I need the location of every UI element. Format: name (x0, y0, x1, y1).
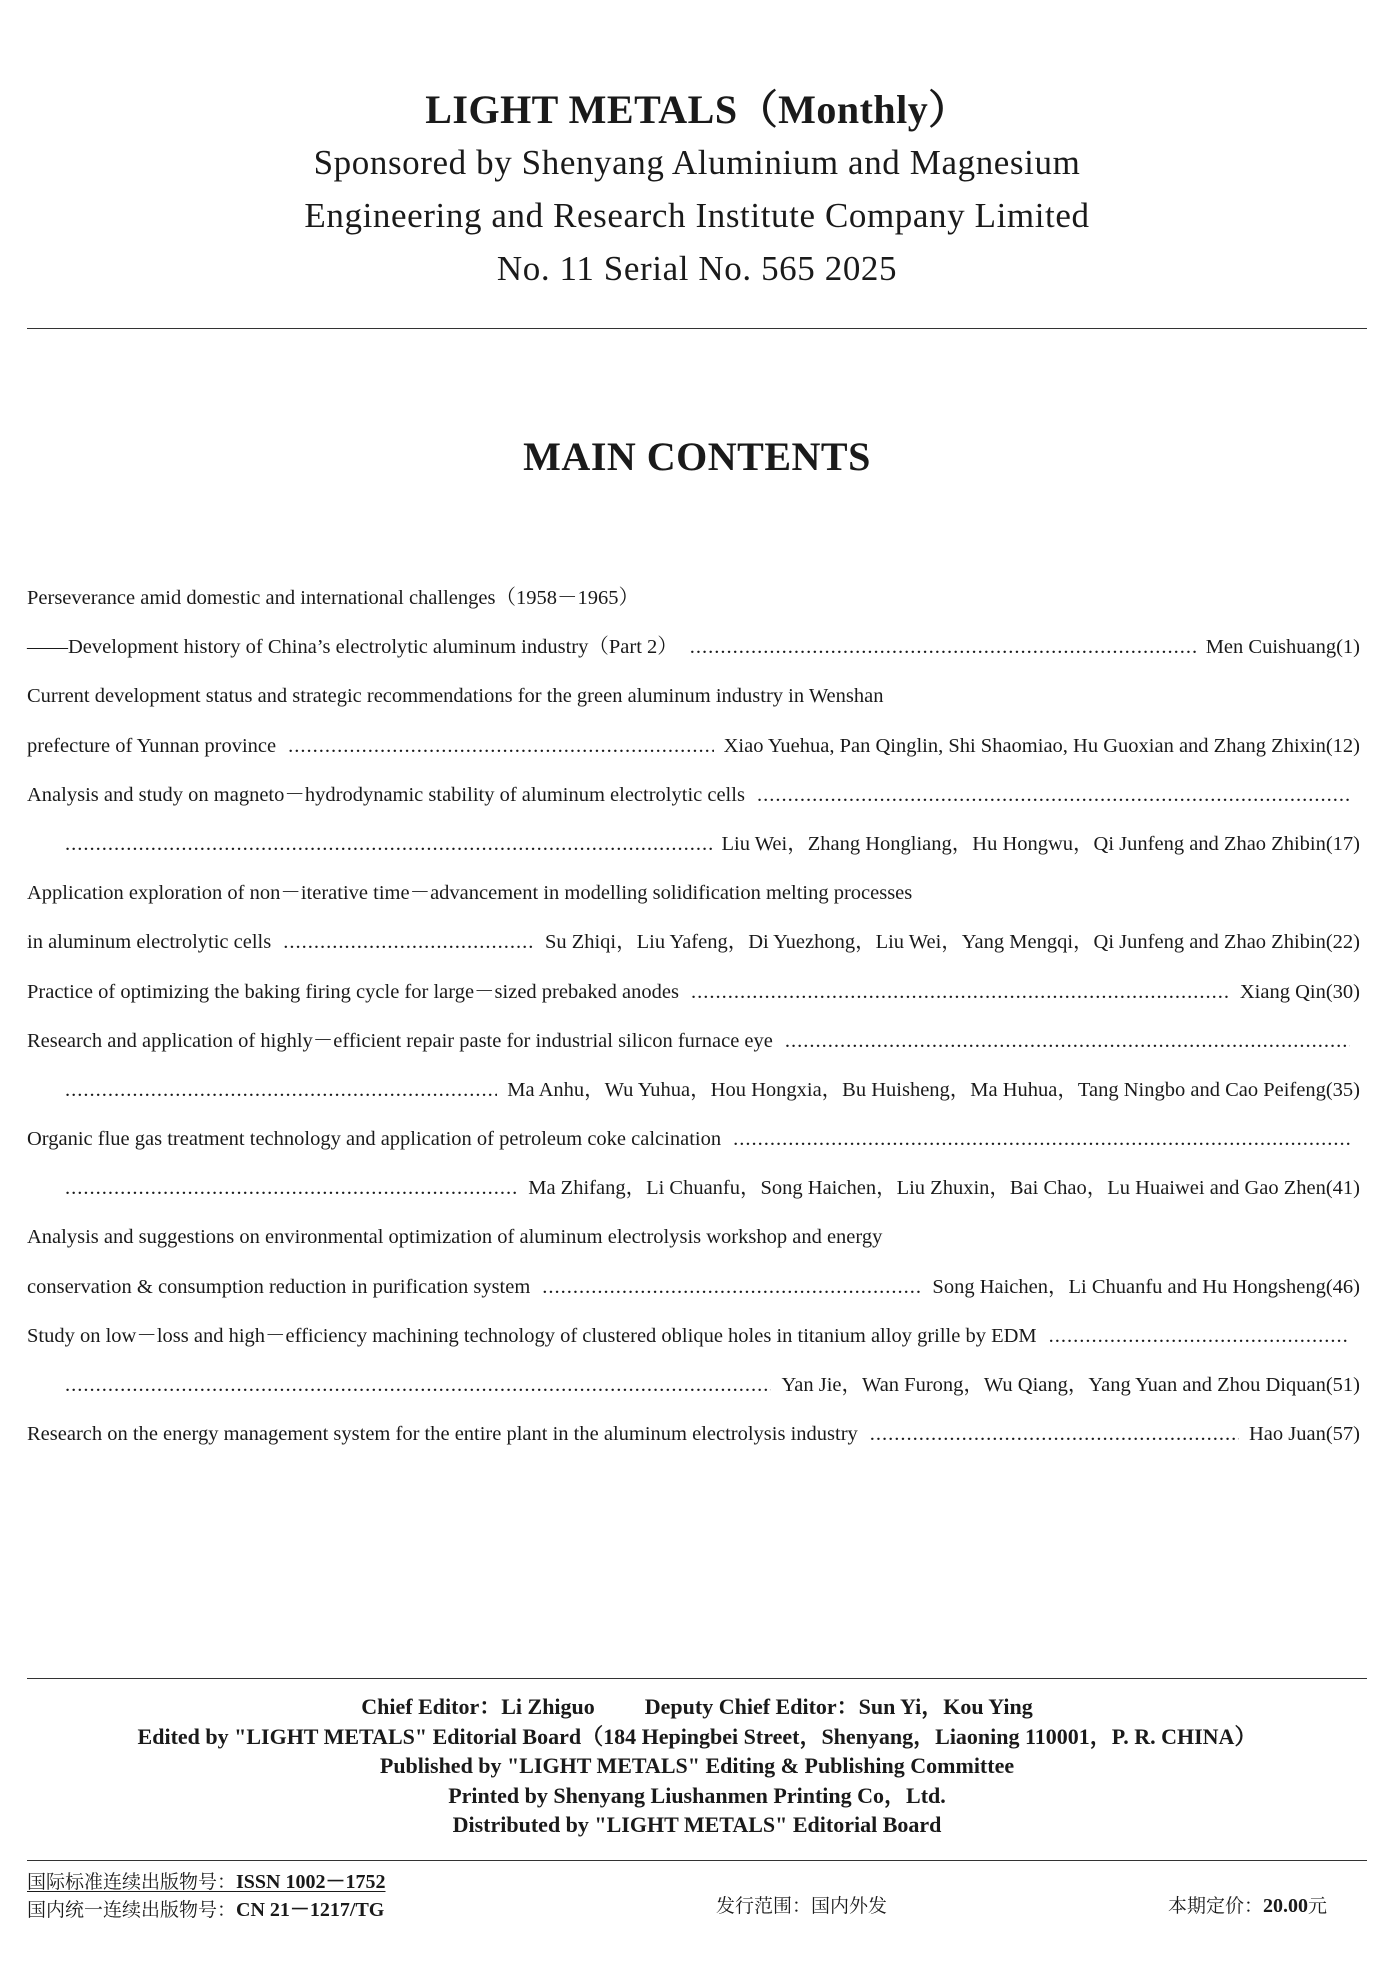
toc-title: Analysis and study on magneto－hydrodynamic stability of aluminum electrolytic cells (27, 783, 745, 806)
editor-line (0, 1692, 1394, 1722)
price-unit: 元 (1308, 1895, 1328, 1917)
issn-value: ISSN 1002－1752 (236, 1871, 386, 1893)
leader-dots (757, 775, 1350, 815)
table-of-contents (27, 578, 1360, 1463)
price-value: 20.00 (1263, 1895, 1309, 1917)
toc-authors: Hao Juan(57) (1248, 1423, 1360, 1446)
toc-authors: Liu Wei，Zhang Hongliang，Hu Hongwu，Qi Junfeng and Zhao Zhibin(17) (721, 832, 1360, 855)
leader-dots (542, 1267, 922, 1307)
toc-line (27, 1070, 1360, 1119)
header-divider (27, 328, 1367, 329)
toc-line (27, 1267, 1360, 1316)
toc-line (27, 922, 1360, 971)
leader-dots (65, 1070, 497, 1110)
price-label: 本期定价： (1168, 1895, 1264, 1917)
toc-title: in aluminum electrolytic cells (27, 931, 272, 954)
toc-title: ——Development history of China’s electrolytic aluminum industry（Part 2） (27, 636, 678, 659)
toc-line (27, 1365, 1360, 1414)
issue-info: No. 11 Serial No. 565 2025 (496, 249, 898, 288)
toc-title: Perseverance amid domestic and international challenges（1958－1965） (27, 587, 639, 609)
toc-authors: Xiang Qin(30) (1239, 980, 1360, 1003)
toc-line (27, 726, 1360, 775)
toc-authors: Ma Anhu，Wu Yuhua，Hou Hongxia，Bu Huisheng，Ma Huhua，Tang Ningbo and Cao Peifeng(35) (507, 1078, 1360, 1101)
leader-dots (870, 1414, 1239, 1454)
journal-title: LIGHT METALS（Monthly） (425, 87, 969, 132)
toc-title: Study on low－loss and high－efficiency machining technology of clustered oblique holes in titanium alloy grille by EDM (27, 1324, 1037, 1347)
cn-label: 国内统一连续出版物号： (27, 1899, 237, 1921)
issn-line (27, 1868, 386, 1896)
leader-dots (283, 922, 535, 962)
toc-authors: Yan Jie，Wan Furong，Wu Qiang，Yang Yuan and Zhou Diquan(51) (781, 1374, 1360, 1396)
toc-line (27, 1119, 1360, 1168)
leader-dots (733, 1119, 1350, 1159)
toc-line (27, 972, 1360, 1021)
cn-value: CN 21－1217/TG (236, 1899, 385, 1921)
issue-price (1168, 1892, 1327, 1920)
distributed-by: Distributed by "LIGHT METALS" Editorial Board (452, 1812, 942, 1837)
leader-dots (785, 1021, 1350, 1061)
footer-divider (27, 1860, 1367, 1861)
masthead (0, 84, 1394, 295)
toc-line (27, 627, 1360, 676)
toc-line (27, 578, 1360, 627)
cn-line (27, 1896, 386, 1924)
deputy-chief-editor: Deputy Chief Editor：Sun Yi，Kou Ying (644, 1694, 1033, 1719)
leader-dots (1049, 1316, 1350, 1356)
toc-line (27, 676, 1360, 725)
toc-line (27, 873, 1360, 922)
toc-title: Research on the energy management system for the entire plant in the aluminum electrolysis industry (27, 1423, 858, 1446)
leader-dots (288, 726, 714, 766)
toc-authors: Xiao Yuehua, Pan Qinglin, Shi Shaomiao, Hu Guoxian and Zhang Zhixin(12) (723, 734, 1360, 757)
credits-divider (27, 1678, 1367, 1679)
toc-line (27, 1217, 1360, 1266)
editorial-credits (0, 1692, 1394, 1840)
issn-label: 国际标准连续出版物号： (27, 1871, 237, 1893)
serial-numbers (27, 1868, 386, 1924)
leader-dots (65, 1365, 771, 1405)
sponsor-line-1: Sponsored by Shenyang Aluminium and Magnesium (313, 143, 1081, 182)
printed-by: Printed by Shenyang Liushanmen Printing Co，Ltd. (448, 1782, 946, 1808)
toc-line (27, 1316, 1360, 1365)
toc-authors: Ma Zhifang，Li Chuanfu，Song Haichen，Liu Zhuxin，Bai Chao，Lu Huaiwei and Gao Zhen(41) (528, 1177, 1360, 1200)
leader-dots (65, 1168, 518, 1208)
edited-by: Edited by "LIGHT METALS" Editorial Board（184 Hepingbei Street，Shenyang，Liaoning 110001，P. R. CHINA） (137, 1723, 1257, 1749)
toc-authors: Men Cuishuang(1) (1205, 636, 1360, 659)
toc-line (27, 1021, 1360, 1070)
leader-dots (691, 972, 1230, 1012)
toc-title: conservation & consumption reduction in purification system (27, 1275, 531, 1298)
sponsor-line-2: Engineering and Research Institute Company Limited (304, 196, 1090, 235)
leader-dots (65, 824, 712, 864)
leader-dots (690, 627, 1196, 667)
toc-title: Organic flue gas treatment technology and application of petroleum coke calcination (27, 1128, 722, 1151)
toc-title: Application exploration of non－iterative time－advancement in modelling solidification melting processes (27, 882, 913, 905)
toc-title: Analysis and suggestions on environmental optimization of aluminum electrolysis workshop and energy (27, 1226, 883, 1249)
toc-title: Practice of optimizing the baking firing cycle for large－sized prebaked anodes (27, 980, 679, 1003)
toc-title: prefecture of Yunnan province (27, 734, 277, 757)
toc-line (27, 775, 1360, 824)
toc-title: Research and application of highly－efficient repair paste for industrial silicon furnace eye (27, 1029, 773, 1052)
main-contents-heading: MAIN CONTENTS (523, 434, 871, 479)
toc-authors: Song Haichen，Li Chuanfu and Hu Hongsheng(46) (932, 1275, 1360, 1298)
toc-line (27, 1414, 1360, 1463)
toc-line (27, 1168, 1360, 1217)
published-by: Published by "LIGHT METALS" Editing & Publishing Committee (379, 1753, 1015, 1778)
toc-title: Current development status and strategic recommendations for the green aluminum industry in Wenshan (27, 685, 884, 708)
toc-authors: Su Zhiqi，Liu Yafeng，Di Yuezhong，Liu Wei，Yang Mengqi，Qi Junfeng and Zhao Zhibin(22) (544, 931, 1360, 954)
chief-editor: Chief Editor：Li Zhiguo (361, 1694, 595, 1719)
distribution-range: 发行范围：国内外发 (716, 1895, 888, 1917)
toc-line (27, 824, 1360, 873)
